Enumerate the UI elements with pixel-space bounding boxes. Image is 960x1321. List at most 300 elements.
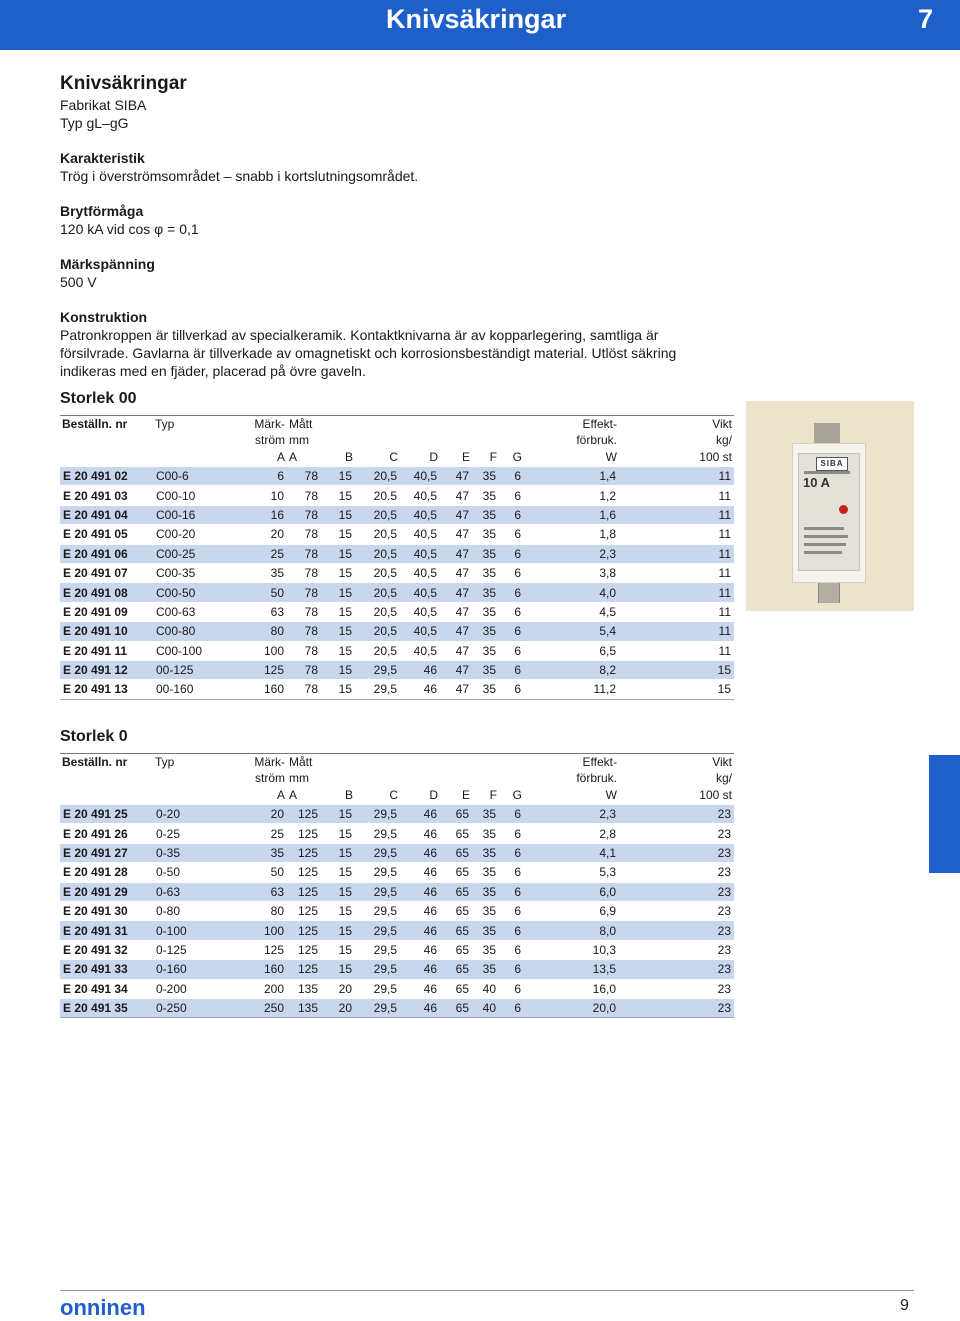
table-cell: 78 — [287, 641, 321, 660]
table-header-row — [60, 448, 734, 467]
table-cell: 65 — [440, 960, 472, 979]
table-cell: 125 — [287, 940, 321, 959]
table-row — [60, 843, 734, 862]
order-number-cell: E 20 491 25 — [60, 805, 153, 824]
table-cell: 40 — [472, 979, 499, 998]
table-cell: 125 — [287, 901, 321, 920]
table-cell: 11 — [619, 467, 734, 486]
table-cell: 8,2 — [524, 660, 619, 679]
table-cell: 20,5 — [355, 525, 400, 544]
table-cell: 1,2 — [524, 486, 619, 505]
page-number: 9 — [900, 1297, 909, 1314]
table-cell: 35 — [472, 641, 499, 660]
table-header-cell: Mått — [287, 754, 321, 771]
table-cell: 78 — [287, 486, 321, 505]
table-cell: 47 — [440, 602, 472, 621]
table-cell: 35 — [472, 505, 499, 524]
order-number-cell: E 20 491 30 — [60, 901, 153, 920]
table-cell: 2,3 — [524, 544, 619, 563]
order-number-cell: E 20 491 33 — [60, 960, 153, 979]
table-cell: 29,5 — [355, 940, 400, 959]
order-number-cell: E 20 491 09 — [60, 602, 153, 621]
table-cell: 6,5 — [524, 641, 619, 660]
table-cell: 23 — [619, 960, 734, 979]
table-cell: 20,5 — [355, 583, 400, 602]
table-header-row — [60, 754, 734, 771]
table-cell: 78 — [287, 680, 321, 699]
table-header-cell: förbruk. — [576, 771, 617, 785]
table-row — [60, 641, 734, 660]
table-cell: 40 — [472, 998, 499, 1017]
table-cell: 20,5 — [355, 622, 400, 641]
table-row — [60, 622, 734, 641]
table-cell: 15 — [619, 680, 734, 699]
table-cell: 4,1 — [524, 843, 619, 862]
table-cell: 125 — [233, 940, 287, 959]
table-header-cell — [400, 770, 440, 786]
table-cell: 135 — [287, 998, 321, 1017]
table-cell: 6 — [499, 998, 524, 1017]
order-number-cell: E 20 491 10 — [60, 622, 153, 641]
table-cell: 25 — [233, 544, 287, 563]
table-cell: 6 — [499, 882, 524, 901]
table-row — [60, 467, 734, 486]
table-cell: 20,5 — [355, 467, 400, 486]
table-header-cell — [440, 770, 472, 786]
table-cell: 46 — [400, 863, 440, 882]
table-cell: 80 — [233, 622, 287, 641]
table-cell: 11 — [619, 525, 734, 544]
table-cell: 20 — [321, 998, 355, 1017]
table-row — [60, 979, 734, 998]
table-header-cell: C — [389, 450, 398, 464]
table-cell: 6 — [499, 805, 524, 824]
table-cell: 65 — [440, 882, 472, 901]
table-cell: 2,8 — [524, 824, 619, 843]
table-cell: 46 — [400, 824, 440, 843]
table-header-cell: Beställn. nr — [60, 754, 153, 771]
table-cell: 35 — [233, 843, 287, 862]
table-cell: 40,5 — [400, 467, 440, 486]
table-row — [60, 660, 734, 679]
table-header-cell: D — [429, 788, 438, 802]
table-cell: 20,5 — [355, 544, 400, 563]
table-cell: 200 — [233, 979, 287, 998]
table-header-cell: D — [429, 450, 438, 464]
table-row — [60, 921, 734, 940]
table-cell: 63 — [233, 602, 287, 621]
table-cell: 23 — [619, 998, 734, 1017]
table-row — [60, 805, 734, 824]
fuse-indicator-dot — [839, 505, 848, 514]
table-cell: 40,5 — [400, 583, 440, 602]
table-cell: 20 — [233, 525, 287, 544]
table-cell: 35 — [233, 563, 287, 582]
table-header-cell — [60, 770, 153, 786]
table-cell: 23 — [619, 882, 734, 901]
table-cell: 35 — [472, 622, 499, 641]
table-cell: 23 — [619, 863, 734, 882]
table-cell: 0-20 — [153, 805, 233, 824]
table-header-cell: B — [344, 788, 353, 802]
table-cell: 29,5 — [355, 660, 400, 679]
table-cell: 35 — [472, 486, 499, 505]
table-row — [60, 960, 734, 979]
table-cell: 20,5 — [355, 602, 400, 621]
order-number-cell: E 20 491 26 — [60, 824, 153, 843]
table-cell: 6 — [499, 544, 524, 563]
table-header-cell: Effekt- — [524, 416, 619, 433]
table-cell: 6 — [499, 843, 524, 862]
table-cell: 0-160 — [153, 960, 233, 979]
table-header-cell — [400, 754, 440, 771]
table-header-cell: mm — [289, 433, 309, 447]
table-cell: 15 — [321, 486, 355, 505]
table-header-cell — [321, 754, 355, 771]
table-cell: 11 — [619, 602, 734, 621]
table-cell: 46 — [400, 805, 440, 824]
table-cell: 65 — [440, 824, 472, 843]
table-header-cell: G — [512, 788, 522, 802]
product-make: Fabrikat SIBA — [60, 97, 147, 113]
table-cell: 20,5 — [355, 563, 400, 582]
table-cell: 125 — [287, 863, 321, 882]
table-cell: 15 — [321, 467, 355, 486]
table-header-cell — [60, 448, 153, 467]
table-cell: 29,5 — [355, 979, 400, 998]
table-cell: 6 — [499, 505, 524, 524]
table-header-cell — [400, 416, 440, 433]
table-cell: 35 — [472, 863, 499, 882]
fuse-print-line — [804, 535, 848, 538]
table-header-cell: B — [344, 450, 353, 464]
table-header-cell — [321, 770, 355, 786]
table-header-cell — [321, 432, 355, 448]
table-header-cell: Vikt — [619, 754, 734, 771]
table-header-cell: kg/ — [715, 433, 732, 447]
table-cell: 65 — [440, 805, 472, 824]
table-header-cell — [440, 416, 472, 433]
section-heading-construction: Konstruktion — [60, 309, 148, 325]
table-cell: 29,5 — [355, 921, 400, 940]
table-cell: 250 — [233, 998, 287, 1017]
table-cell: 1,6 — [524, 505, 619, 524]
table-cell: 13,5 — [524, 960, 619, 979]
table-cell: 47 — [440, 583, 472, 602]
table-cell: 11 — [619, 641, 734, 660]
table-cell: 15 — [321, 622, 355, 641]
table-cell: 15 — [321, 824, 355, 843]
table-cell: 6 — [499, 641, 524, 660]
table-header-cell: G — [512, 450, 522, 464]
table-row — [60, 940, 734, 959]
table-header-cell — [472, 432, 499, 448]
table-cell: 15 — [321, 525, 355, 544]
table-cell: C00-50 — [153, 583, 233, 602]
table-cell: 35 — [472, 921, 499, 940]
table-header-cell — [355, 432, 400, 448]
table-cell: 6 — [499, 979, 524, 998]
table-cell: 6 — [499, 921, 524, 940]
table-cell: 46 — [400, 921, 440, 940]
order-number-cell: E 20 491 04 — [60, 505, 153, 524]
size0-table — [60, 753, 734, 1018]
table-header-cell — [400, 432, 440, 448]
table-cell: 46 — [400, 998, 440, 1017]
table-header-cell: Vikt — [619, 416, 734, 433]
header-title: Knivsäkringar — [386, 4, 567, 34]
table-cell: 40,5 — [400, 602, 440, 621]
table-header-cell: ström — [255, 433, 285, 447]
table-header-cell: Typ — [153, 416, 233, 433]
table-header-cell — [499, 770, 524, 786]
table-cell: 6 — [499, 680, 524, 699]
table-cell: 40,5 — [400, 544, 440, 563]
fuse-print-line — [804, 471, 850, 474]
table-cell: 47 — [440, 505, 472, 524]
fuse-print-line — [804, 527, 844, 530]
table-cell: 15 — [321, 583, 355, 602]
table-cell: 10 — [233, 486, 287, 505]
table-cell: 78 — [287, 525, 321, 544]
order-number-cell: E 20 491 03 — [60, 486, 153, 505]
table-cell: 15 — [619, 660, 734, 679]
table-cell: 23 — [619, 979, 734, 998]
table-cell: 0-125 — [153, 940, 233, 959]
table-cell: 15 — [321, 843, 355, 862]
table-row — [60, 863, 734, 882]
table-cell: 6 — [233, 467, 287, 486]
table-cell: 47 — [440, 486, 472, 505]
fuse-bottom-blade — [818, 583, 840, 603]
table-cell: 29,5 — [355, 960, 400, 979]
table-cell: 23 — [619, 901, 734, 920]
table-cell: 65 — [440, 921, 472, 940]
table-cell: 35 — [472, 467, 499, 486]
table-cell: 29,5 — [355, 824, 400, 843]
table-cell: 0-35 — [153, 843, 233, 862]
table-cell: 15 — [321, 882, 355, 901]
table-cell: 125 — [287, 824, 321, 843]
table-cell: 6 — [499, 486, 524, 505]
table-header-cell: mm — [289, 771, 309, 785]
table-header-cell — [472, 770, 499, 786]
table-cell: 78 — [287, 563, 321, 582]
table-cell: 23 — [619, 843, 734, 862]
table-cell: 47 — [440, 467, 472, 486]
table-cell: 35 — [472, 563, 499, 582]
table-header-cell: A — [289, 450, 298, 464]
table-cell: 20,0 — [524, 998, 619, 1017]
table-cell: 78 — [287, 544, 321, 563]
table-header-cell — [499, 432, 524, 448]
table-cell: 6 — [499, 602, 524, 621]
table-cell: 46 — [400, 940, 440, 959]
table-cell: 15 — [321, 544, 355, 563]
table-header-cell: 100 st — [699, 450, 732, 464]
section-text-characteristic: Trög i överströmsområdet – snabb i kortslutningsområdet. — [60, 168, 419, 184]
table-cell: 65 — [440, 940, 472, 959]
order-number-cell: E 20 491 02 — [60, 467, 153, 486]
table-cell: 35 — [472, 824, 499, 843]
table-cell: C00-35 — [153, 563, 233, 582]
table-cell: 29,5 — [355, 882, 400, 901]
table-cell: 20 — [233, 805, 287, 824]
table-cell: 6 — [499, 467, 524, 486]
table-header-cell — [153, 770, 233, 786]
table-cell: 35 — [472, 660, 499, 679]
table-cell: 100 — [233, 641, 287, 660]
table-header-cell — [321, 416, 355, 433]
table-cell: 65 — [440, 979, 472, 998]
table-cell: 00-125 — [153, 660, 233, 679]
table-row — [60, 563, 734, 582]
table-cell: 29,5 — [355, 863, 400, 882]
table-cell: C00-20 — [153, 525, 233, 544]
size0-title: Storlek 0 — [60, 728, 128, 745]
table-header-cell — [499, 416, 524, 433]
table-header-cell — [472, 416, 499, 433]
section-text-breaking-capacity: 120 kA vid cos φ = 0,1 — [60, 221, 199, 237]
table-row — [60, 901, 734, 920]
table-cell: 40,5 — [400, 622, 440, 641]
table-cell: 35 — [472, 843, 499, 862]
table-cell: 29,5 — [355, 998, 400, 1017]
table-header-cell: Mått — [287, 416, 321, 433]
table-cell: 0-63 — [153, 882, 233, 901]
product-heading: Knivsäkringar — [60, 73, 187, 94]
fuse-photo — [746, 401, 914, 611]
order-number-cell: E 20 491 29 — [60, 882, 153, 901]
table-cell: 10,3 — [524, 940, 619, 959]
table-cell: C00-25 — [153, 544, 233, 563]
header-bar — [0, 0, 960, 50]
size00-title: Storlek 00 — [60, 390, 137, 407]
fuse-top-blade — [814, 423, 840, 445]
table-cell: C00-16 — [153, 505, 233, 524]
table-cell: 125 — [287, 960, 321, 979]
table-header-cell: E — [461, 450, 470, 464]
table-cell: C00-80 — [153, 622, 233, 641]
table-header-cell — [355, 754, 400, 771]
order-number-cell: E 20 491 08 — [60, 583, 153, 602]
table-header-cell: E — [461, 788, 470, 802]
table-header-cell — [153, 448, 233, 467]
table-cell: 11 — [619, 505, 734, 524]
table-header-cell — [499, 754, 524, 771]
table-cell: 15 — [321, 680, 355, 699]
table-row — [60, 486, 734, 505]
table-header-cell: Beställn. nr — [60, 416, 153, 433]
table-cell: 0-50 — [153, 863, 233, 882]
table-header-row — [60, 416, 734, 433]
table-cell: 46 — [400, 901, 440, 920]
table-cell: C00-63 — [153, 602, 233, 621]
table-header-cell: kg/ — [715, 771, 732, 785]
table-cell: 6 — [499, 525, 524, 544]
table-cell: 16,0 — [524, 979, 619, 998]
order-number-cell: E 20 491 12 — [60, 660, 153, 679]
table-cell: 40,5 — [400, 641, 440, 660]
table-cell: 5,3 — [524, 863, 619, 882]
table-cell: 5,4 — [524, 622, 619, 641]
section-heading-rated-voltage: Märkspänning — [60, 256, 155, 272]
table-cell: 15 — [321, 505, 355, 524]
table-row — [60, 602, 734, 621]
table-cell: 0-250 — [153, 998, 233, 1017]
table-cell: 47 — [440, 622, 472, 641]
table-cell: 15 — [321, 960, 355, 979]
table-cell: 65 — [440, 901, 472, 920]
table-row — [60, 505, 734, 524]
table-cell: 65 — [440, 863, 472, 882]
table-cell: 11 — [619, 486, 734, 505]
table-cell: 29,5 — [355, 901, 400, 920]
table-cell: 78 — [287, 602, 321, 621]
company-logo: onninen — [60, 1295, 146, 1320]
size0-table-body — [60, 805, 734, 1018]
table-cell: 0-200 — [153, 979, 233, 998]
table-cell: 11 — [619, 583, 734, 602]
size00-table-header — [60, 416, 734, 467]
table-cell: 00-160 — [153, 680, 233, 699]
table-cell: 50 — [233, 863, 287, 882]
table-cell: 35 — [472, 882, 499, 901]
table-cell: 35 — [472, 583, 499, 602]
table-cell: 3,8 — [524, 563, 619, 582]
table-cell: 0-80 — [153, 901, 233, 920]
table-cell: 29,5 — [355, 805, 400, 824]
table-header-cell: Märk- — [233, 416, 287, 433]
table-cell: 4,0 — [524, 583, 619, 602]
table-cell: 80 — [233, 901, 287, 920]
table-cell: 78 — [287, 505, 321, 524]
table-cell: 78 — [287, 467, 321, 486]
table-header-cell — [60, 432, 153, 448]
order-number-cell: E 20 491 13 — [60, 680, 153, 699]
table-header-cell: A — [276, 450, 285, 464]
table-cell: 125 — [287, 921, 321, 940]
section-text-construction: Patronkroppen är tillverkad av specialkeramik. Kontaktknivarna är av kopparlegering, samtliga är försilvrade. Gavlarna är tillverkade av omagnetiskt och korrosionsbeständigt material. Utlöst säkring indikeras med en fjäder, placerad på övre gaveln. — [60, 327, 677, 379]
table-cell: 15 — [321, 563, 355, 582]
table-cell: 20.5 — [355, 486, 400, 505]
table-cell: 29,5 — [355, 680, 400, 699]
table-cell: 46 — [400, 979, 440, 998]
table-cell: 15 — [321, 901, 355, 920]
order-number-cell: E 20 491 27 — [60, 843, 153, 862]
table-cell: 50 — [233, 583, 287, 602]
table-cell: 35 — [472, 544, 499, 563]
table-header-cell: ström — [255, 771, 285, 785]
size00-table-body — [60, 467, 734, 700]
table-cell: 35 — [472, 960, 499, 979]
table-cell: 47 — [440, 641, 472, 660]
table-cell: 1,8 — [524, 525, 619, 544]
order-number-cell: E 20 491 31 — [60, 921, 153, 940]
table-cell: 15 — [321, 921, 355, 940]
table-cell: 6,9 — [524, 901, 619, 920]
table-cell: 1,4 — [524, 467, 619, 486]
section-heading-breaking-capacity: Brytförmåga — [60, 203, 144, 219]
table-cell: 23 — [619, 824, 734, 843]
table-cell: 6 — [499, 583, 524, 602]
table-cell: 46 — [400, 680, 440, 699]
table-cell: 11,2 — [524, 680, 619, 699]
table-cell: 35 — [472, 805, 499, 824]
table-cell: 23 — [619, 921, 734, 940]
order-number-cell: E 20 491 32 — [60, 940, 153, 959]
table-cell: 15 — [321, 641, 355, 660]
